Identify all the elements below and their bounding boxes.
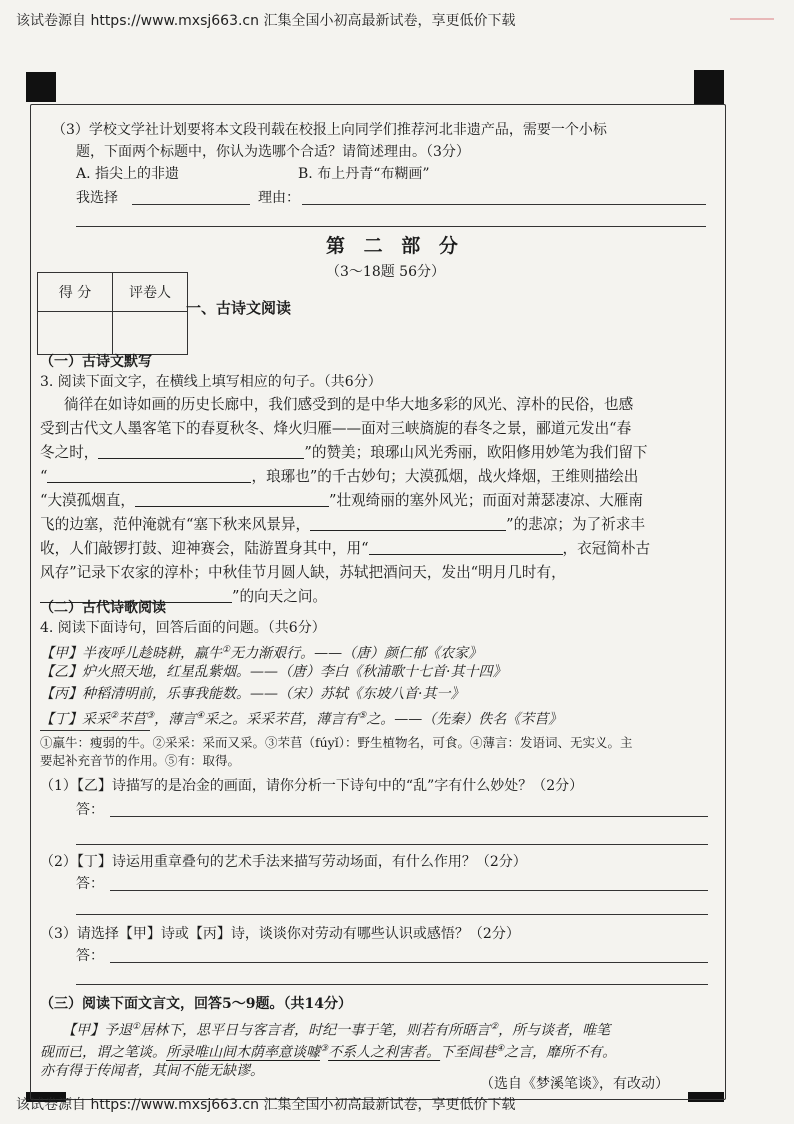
footer-site-label: 该试卷源自 — [16, 1097, 86, 1113]
classical-text-line1 — [62, 1017, 610, 1041]
footnote-ref-t1: ① — [132, 1022, 141, 1032]
header-slogan: 汇集全国小初高最新试卷，享更低价下载 — [263, 13, 516, 29]
passage-line8: 风存”记录下农家的淳朴；中秋佳节月圆人缺，苏轼把酒问天，发出“明月几时有， — [40, 564, 566, 581]
poem-bing: 【丙】种稻清明前，乐事我能数。——（宋）苏轼《东坡八首·其一》 — [40, 686, 465, 702]
passage-line6 — [40, 515, 645, 535]
grader-header: 评卷人 — [113, 273, 188, 312]
blank-3[interactable] — [135, 492, 329, 507]
passage-line6-b: ”的悲凉；为了祈求丰 — [506, 516, 645, 533]
sub3-title: （三）阅读下面文言文，回答5～9题。（共14分） — [40, 996, 352, 1012]
poem-jia — [40, 640, 482, 664]
footnote-ref-4: ④ — [196, 711, 205, 721]
q4-1: （1）【乙】诗描写的是冶金的画面，请你分析一下诗句中的“乱”字有什么妙处？（2分） — [40, 778, 584, 794]
sub1-title: （一）古诗文默写 — [40, 354, 152, 370]
classical-t1c: ，所与谈者，唯笔 — [498, 1022, 611, 1039]
q4-2-answer-label: 答： — [76, 876, 104, 892]
passage-line3-b: ”的赞美；琅琊山风光秀丽，欧阳修用妙笔为我们留下 — [304, 444, 648, 461]
classical-t2b: 下至闾巷 — [440, 1044, 497, 1061]
poem-ding-e: 之。——（先秦）佚名《芣苢》 — [366, 711, 563, 728]
header-site-label: 该试卷源自 — [16, 13, 86, 29]
reason-blank-2[interactable] — [76, 226, 706, 227]
q3-intro: 3. 阅读下面文字，在横线上填写相应的句子。（共6分） — [40, 374, 382, 390]
footnote-ref-t3: ③ — [320, 1044, 329, 1054]
passage-line7-a: 收，人们敲锣打鼓、迎神赛会，陆游置身其中，用“ — [40, 540, 369, 557]
passage-line3-a: 冬之时， — [40, 444, 99, 461]
footnote-line1: ①羸牛：瘦弱的牛。②采采：采而又采。③芣苢（fúyǐ）：野生植物名，可食。④薄言：发语词、无实义。主 — [40, 735, 633, 750]
q4-1-answer-line-2[interactable] — [76, 844, 708, 845]
sub2-title: （二）古代诗歌阅读 — [40, 600, 166, 616]
q4-2-answer-line-1[interactable] — [110, 890, 708, 891]
header-url[interactable]: https://www.mxsj663.cn — [90, 13, 259, 29]
part2-title: 第 二 部 分 — [326, 235, 464, 257]
q3-sub3-line1: （3）学校文学社计划要将本文段刊载在校报上向同学们推荐河北非遗产品，需要一个小标 — [52, 122, 607, 138]
passage-line7 — [40, 539, 650, 559]
poem-yi: 【乙】炉火照天地，红星乱紫烟。——（唐）李白《秋浦歌十七首·其十四》 — [40, 664, 507, 680]
blank-1[interactable] — [98, 444, 304, 459]
footnote-line2: 要起补充音节的作用。⑤有：取得。 — [40, 753, 241, 768]
footnote-divider — [40, 730, 150, 731]
blank-5[interactable] — [369, 540, 563, 555]
passage-line5-a: “大漠孤烟直， — [40, 492, 136, 509]
passage-line4 — [40, 467, 638, 487]
footer-watermark — [16, 1094, 515, 1114]
option-b: B. 布上丹青“布糊画” — [298, 166, 430, 182]
blank-4[interactable] — [310, 516, 506, 531]
classical-t2a: 砚而已，谓之笔谈。 — [40, 1044, 166, 1061]
q4-3-answer-label: 答： — [76, 948, 104, 964]
reason-blank[interactable] — [302, 204, 706, 205]
classical-t1b: 居林下，思平日与客言者，时纪一事于笔，则若有所晤言 — [140, 1022, 491, 1039]
score-header: 得 分 — [38, 273, 113, 312]
classical-t2-underlined-a: 所录唯山间木荫率意谈噱 — [166, 1044, 320, 1061]
q4-intro: 4. 阅读下面诗句，回答后面的问题。（共6分） — [40, 620, 326, 636]
footnote-ref-5: ⑤ — [358, 711, 367, 721]
passage-line4-a: “ — [40, 468, 48, 485]
footnote-ref-t4: ④ — [496, 1044, 505, 1054]
passage-line2: 受到古代文人墨客笔下的春夏秋冬、烽火归雁——面对三峡旖旎的春冬之景，郦道元发出“春 — [40, 420, 632, 437]
blank-2[interactable] — [47, 468, 251, 483]
score-cell[interactable] — [38, 312, 113, 355]
q4-1-answer-line-1[interactable] — [110, 816, 708, 817]
poem-ding-c: ，薄言 — [154, 711, 197, 728]
classical-t1a: 【甲】予退 — [62, 1022, 132, 1039]
footnote-ref-3: ③ — [146, 711, 155, 721]
poem-ding — [40, 706, 562, 730]
option-a: A. 指尖上的非遗 — [76, 166, 180, 182]
passage-line9-b: ”的向天之问。 — [232, 588, 328, 605]
q3-sub3-line2: 题，下面两个标题中，你认为选哪个合适？请简述理由。（3分） — [76, 144, 470, 160]
poem-ding-d: 采之。采采芣苢，薄言有 — [204, 711, 359, 728]
passage-line3 — [40, 443, 648, 463]
choose-blank[interactable] — [132, 204, 250, 205]
choose-label: 我选择 — [76, 190, 118, 206]
classical-text-line3: 亦有得于传闻者，其间不能无缺谬。 — [40, 1063, 264, 1079]
red-mark — [730, 18, 774, 20]
poem-jia-a: 【甲】半夜呼儿趁晓耕，羸牛 — [40, 645, 222, 662]
passage-line7-b: ，衣冠简朴古 — [562, 540, 651, 557]
registration-mark-top-right — [694, 70, 724, 104]
poem-ding-a: 【丁】采采 — [40, 711, 110, 728]
part2-subtitle: （3～18题 56分） — [326, 264, 445, 280]
q4-2: （2）【丁】诗运用重章叠句的艺术手法来描写劳动场面，有什么作用？（2分） — [40, 854, 527, 870]
source-note: （选自《梦溪笔谈》，有改动） — [480, 1076, 669, 1092]
score-table — [37, 272, 188, 355]
footnote-ref-1: ① — [222, 645, 231, 655]
q4-2-answer-line-2[interactable] — [76, 914, 708, 915]
footer-url[interactable]: https://www.mxsj663.cn — [90, 1097, 259, 1113]
passage-line4-b: ，琅琊也”的千古妙句；大漠孤烟，战火烽烟，王维则描绘出 — [251, 468, 639, 485]
classical-text-line2 — [40, 1039, 616, 1063]
header-watermark — [16, 10, 515, 30]
q4-3: （3）请选择【甲】诗或【丙】诗，谈谈你对劳动有哪些认识或感悟？（2分） — [40, 926, 520, 942]
poem-jia-b: 无力渐艰行。——（唐）颜仁郁《农家》 — [230, 645, 483, 662]
footnote-ref-2: ② — [110, 711, 119, 721]
registration-mark-top-left — [26, 72, 56, 102]
footer-slogan: 汇集全国小初高最新试卷，享更低价下载 — [263, 1097, 516, 1113]
passage-line5 — [40, 491, 643, 511]
poem-ding-b: 芣苢 — [118, 711, 147, 728]
reason-label: 理由： — [258, 190, 300, 206]
passage-line6-a: 飞的边塞，范仲淹就有“塞下秋来风景异， — [40, 516, 311, 533]
q4-3-answer-line-1[interactable] — [110, 962, 708, 963]
section1-title: 一、古诗文阅读 — [186, 299, 292, 317]
grader-cell[interactable] — [113, 312, 188, 355]
passage-line1: 徜徉在如诗如画的历史长廊中，我们感受到的是中华大地多彩的风光、淳朴的民俗，也感 — [64, 396, 634, 413]
classical-t2c: 之言，靡所不有。 — [504, 1044, 617, 1061]
classical-t2-underlined-b: 不系人之利害者。 — [328, 1044, 441, 1061]
q4-1-answer-label: 答： — [76, 802, 104, 818]
passage-line5-b: ”壮观绮丽的塞外风光；而面对萧瑟凄凉、大雁南 — [329, 492, 643, 509]
q4-3-answer-line-2[interactable] — [76, 984, 708, 985]
footnote-ref-t2: ② — [490, 1022, 499, 1032]
